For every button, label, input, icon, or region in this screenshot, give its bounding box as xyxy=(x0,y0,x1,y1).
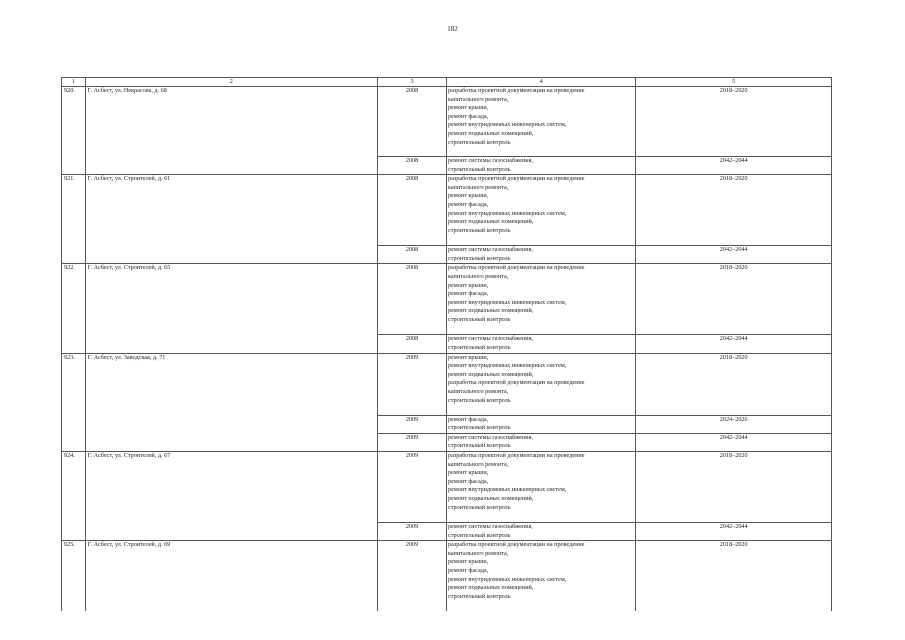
entry-works xyxy=(446,157,635,175)
entry-works xyxy=(446,522,635,540)
work-item: ремонт подвальных помещений, xyxy=(447,218,534,226)
entry-number: 925. xyxy=(62,541,86,612)
entry-works xyxy=(446,353,635,415)
work-item: капитального ремонта, xyxy=(447,460,509,468)
entry-address: Г. Асбест, ул. Заводская, д. 71 xyxy=(85,353,377,451)
work-item: строительный контроль xyxy=(447,424,511,432)
entry-works xyxy=(446,433,635,451)
work-item: ремонт крыши, xyxy=(447,281,489,289)
entry-period: 2018–2020 xyxy=(636,541,832,612)
page-number: 182 xyxy=(447,25,458,33)
work-item: разработка проектной документации на проведение xyxy=(447,541,585,549)
work-item: ремонт подвальных помещений, xyxy=(447,370,534,378)
entry-year: 2008 xyxy=(378,264,447,335)
entry-period: 2042–2044 xyxy=(636,246,832,264)
entry-year: 2008 xyxy=(378,175,447,246)
work-item: строительный контроль xyxy=(447,226,511,234)
entry-period: 2018–2020 xyxy=(636,451,832,522)
entry-number: 923. xyxy=(62,353,86,451)
entry-number: 921. xyxy=(62,175,86,264)
work-item: ремонт крыши, xyxy=(447,353,489,361)
entry-number: 924. xyxy=(62,451,86,540)
work-item: ремонт крыши, xyxy=(447,192,489,200)
work-item: строительный контроль xyxy=(447,315,511,323)
work-item: разработка проектной документации на проведение xyxy=(447,379,585,387)
work-item: ремонт подвальных помещений, xyxy=(447,584,534,592)
table-row xyxy=(62,353,832,415)
entry-year: 2008 xyxy=(378,246,447,264)
entry-works xyxy=(446,87,635,157)
work-item: ремонт фасада, xyxy=(447,566,489,574)
work-item: разработка проектной документации на проведение xyxy=(447,264,585,272)
work-item: строительный контроль xyxy=(447,442,511,450)
entry-works xyxy=(446,175,635,246)
work-item: ремонт внутридомовых инженерных систем, xyxy=(447,209,567,217)
work-item: ремонт внутридомовых инженерных систем, xyxy=(447,298,567,306)
column-header-2: 2 xyxy=(85,78,377,87)
work-item: ремонт системы газоснабжения, xyxy=(447,522,533,530)
entry-address: Г. Асбест, ул. Строителей, д. 67 xyxy=(85,451,377,540)
work-item: ремонт подвальных помещений, xyxy=(447,307,534,315)
entry-year: 2009 xyxy=(378,415,447,433)
work-item: строительный контроль xyxy=(447,165,511,173)
entry-works xyxy=(446,246,635,264)
repair-schedule-table xyxy=(61,77,832,611)
work-item: разработка проектной документации на проведение xyxy=(447,87,585,94)
work-item: капитального ремонта, xyxy=(447,95,509,103)
table-row xyxy=(62,264,832,335)
work-item: ремонт крыши, xyxy=(447,558,489,566)
entry-period: 2018–2020 xyxy=(636,175,832,246)
table-row xyxy=(62,541,832,612)
work-item: разработка проектной документации на проведение xyxy=(447,451,585,459)
work-item: капитального ремонта, xyxy=(447,387,509,395)
work-item: ремонт подвальных помещений, xyxy=(447,494,534,502)
entry-works xyxy=(446,541,635,612)
entry-period: 2042–2044 xyxy=(636,433,832,451)
entry-period: 2018–2020 xyxy=(636,353,832,415)
entry-address: Г. Асбест, ул. Некрасова, д. 68 xyxy=(85,87,377,175)
entry-period: 2024–2026 xyxy=(636,415,832,433)
entry-year: 2009 xyxy=(378,433,447,451)
work-item: строительный контроль xyxy=(447,503,511,511)
work-item: ремонт внутридомовых инженерных систем, xyxy=(447,121,567,129)
entry-year: 2009 xyxy=(378,522,447,540)
entry-address: Г. Асбест, ул. Строителей, д. 61 xyxy=(85,175,377,264)
entry-works xyxy=(446,335,635,353)
work-item: строительный контроль xyxy=(447,396,511,404)
entry-period: 2018–2020 xyxy=(636,264,832,335)
work-item: ремонт внутридомовых инженерных систем, xyxy=(447,575,567,583)
table-row xyxy=(62,87,832,157)
work-item: ремонт системы газоснабжения, xyxy=(447,335,533,343)
entry-number: 922. xyxy=(62,264,86,353)
column-header-3: 3 xyxy=(378,78,447,87)
work-item: ремонт фасада, xyxy=(447,477,489,485)
entry-address: Г. Асбест, ул. Строителей, д. 69 xyxy=(85,541,377,612)
work-item: ремонт внутридомовых инженерных систем, xyxy=(447,362,567,370)
entry-year: 2009 xyxy=(378,451,447,522)
work-item: строительный контроль xyxy=(447,343,511,351)
work-item: ремонт фасада, xyxy=(447,200,489,208)
work-item: ремонт внутридомовых инженерных систем, xyxy=(447,486,567,494)
entry-year: 2009 xyxy=(378,541,447,612)
entry-period: 2042–2044 xyxy=(636,522,832,540)
entry-period: 2042–2044 xyxy=(636,157,832,175)
entry-year: 2009 xyxy=(378,353,447,415)
column-number-row xyxy=(62,78,832,87)
column-header-5: 5 xyxy=(636,78,832,87)
entry-period: 2018–2020 xyxy=(636,87,832,157)
work-item: строительный контроль xyxy=(447,254,511,262)
work-item: ремонт крыши, xyxy=(447,469,489,477)
work-item: строительный контроль xyxy=(447,531,511,539)
work-item: ремонт крыши, xyxy=(447,104,489,112)
work-item: ремонт системы газоснабжения, xyxy=(447,246,533,254)
entry-works xyxy=(446,415,635,433)
entry-year: 2008 xyxy=(378,157,447,175)
entry-works xyxy=(446,264,635,335)
work-item: строительный контроль xyxy=(447,138,511,146)
column-header-1: 1 xyxy=(62,78,86,87)
entry-year: 2008 xyxy=(378,335,447,353)
entry-works xyxy=(446,451,635,522)
table-row xyxy=(62,175,832,246)
entry-year: 2008 xyxy=(378,87,447,157)
table-row xyxy=(62,451,832,522)
table-body xyxy=(62,78,832,612)
work-item: ремонт фасада, xyxy=(447,112,489,120)
column-header-4: 4 xyxy=(446,78,635,87)
entry-period: 2042–2044 xyxy=(636,335,832,353)
work-item: ремонт фасада, xyxy=(447,415,489,423)
work-item: ремонт фасада, xyxy=(447,290,489,298)
entry-address: Г. Асбест, ул. Строителей, д. 65 xyxy=(85,264,377,353)
work-item: капитального ремонта, xyxy=(447,549,509,557)
work-item: капитального ремонта, xyxy=(447,183,509,191)
work-item: капитального ремонта, xyxy=(447,272,509,280)
work-item: строительный контроль xyxy=(447,592,511,600)
entry-number: 920. xyxy=(62,87,86,175)
work-item: ремонт системы газоснабжения, xyxy=(447,433,533,441)
work-item: ремонт системы газоснабжения, xyxy=(447,157,533,164)
work-item: разработка проектной документации на проведение xyxy=(447,175,585,183)
work-item: ремонт подвальных помещений, xyxy=(447,129,534,137)
